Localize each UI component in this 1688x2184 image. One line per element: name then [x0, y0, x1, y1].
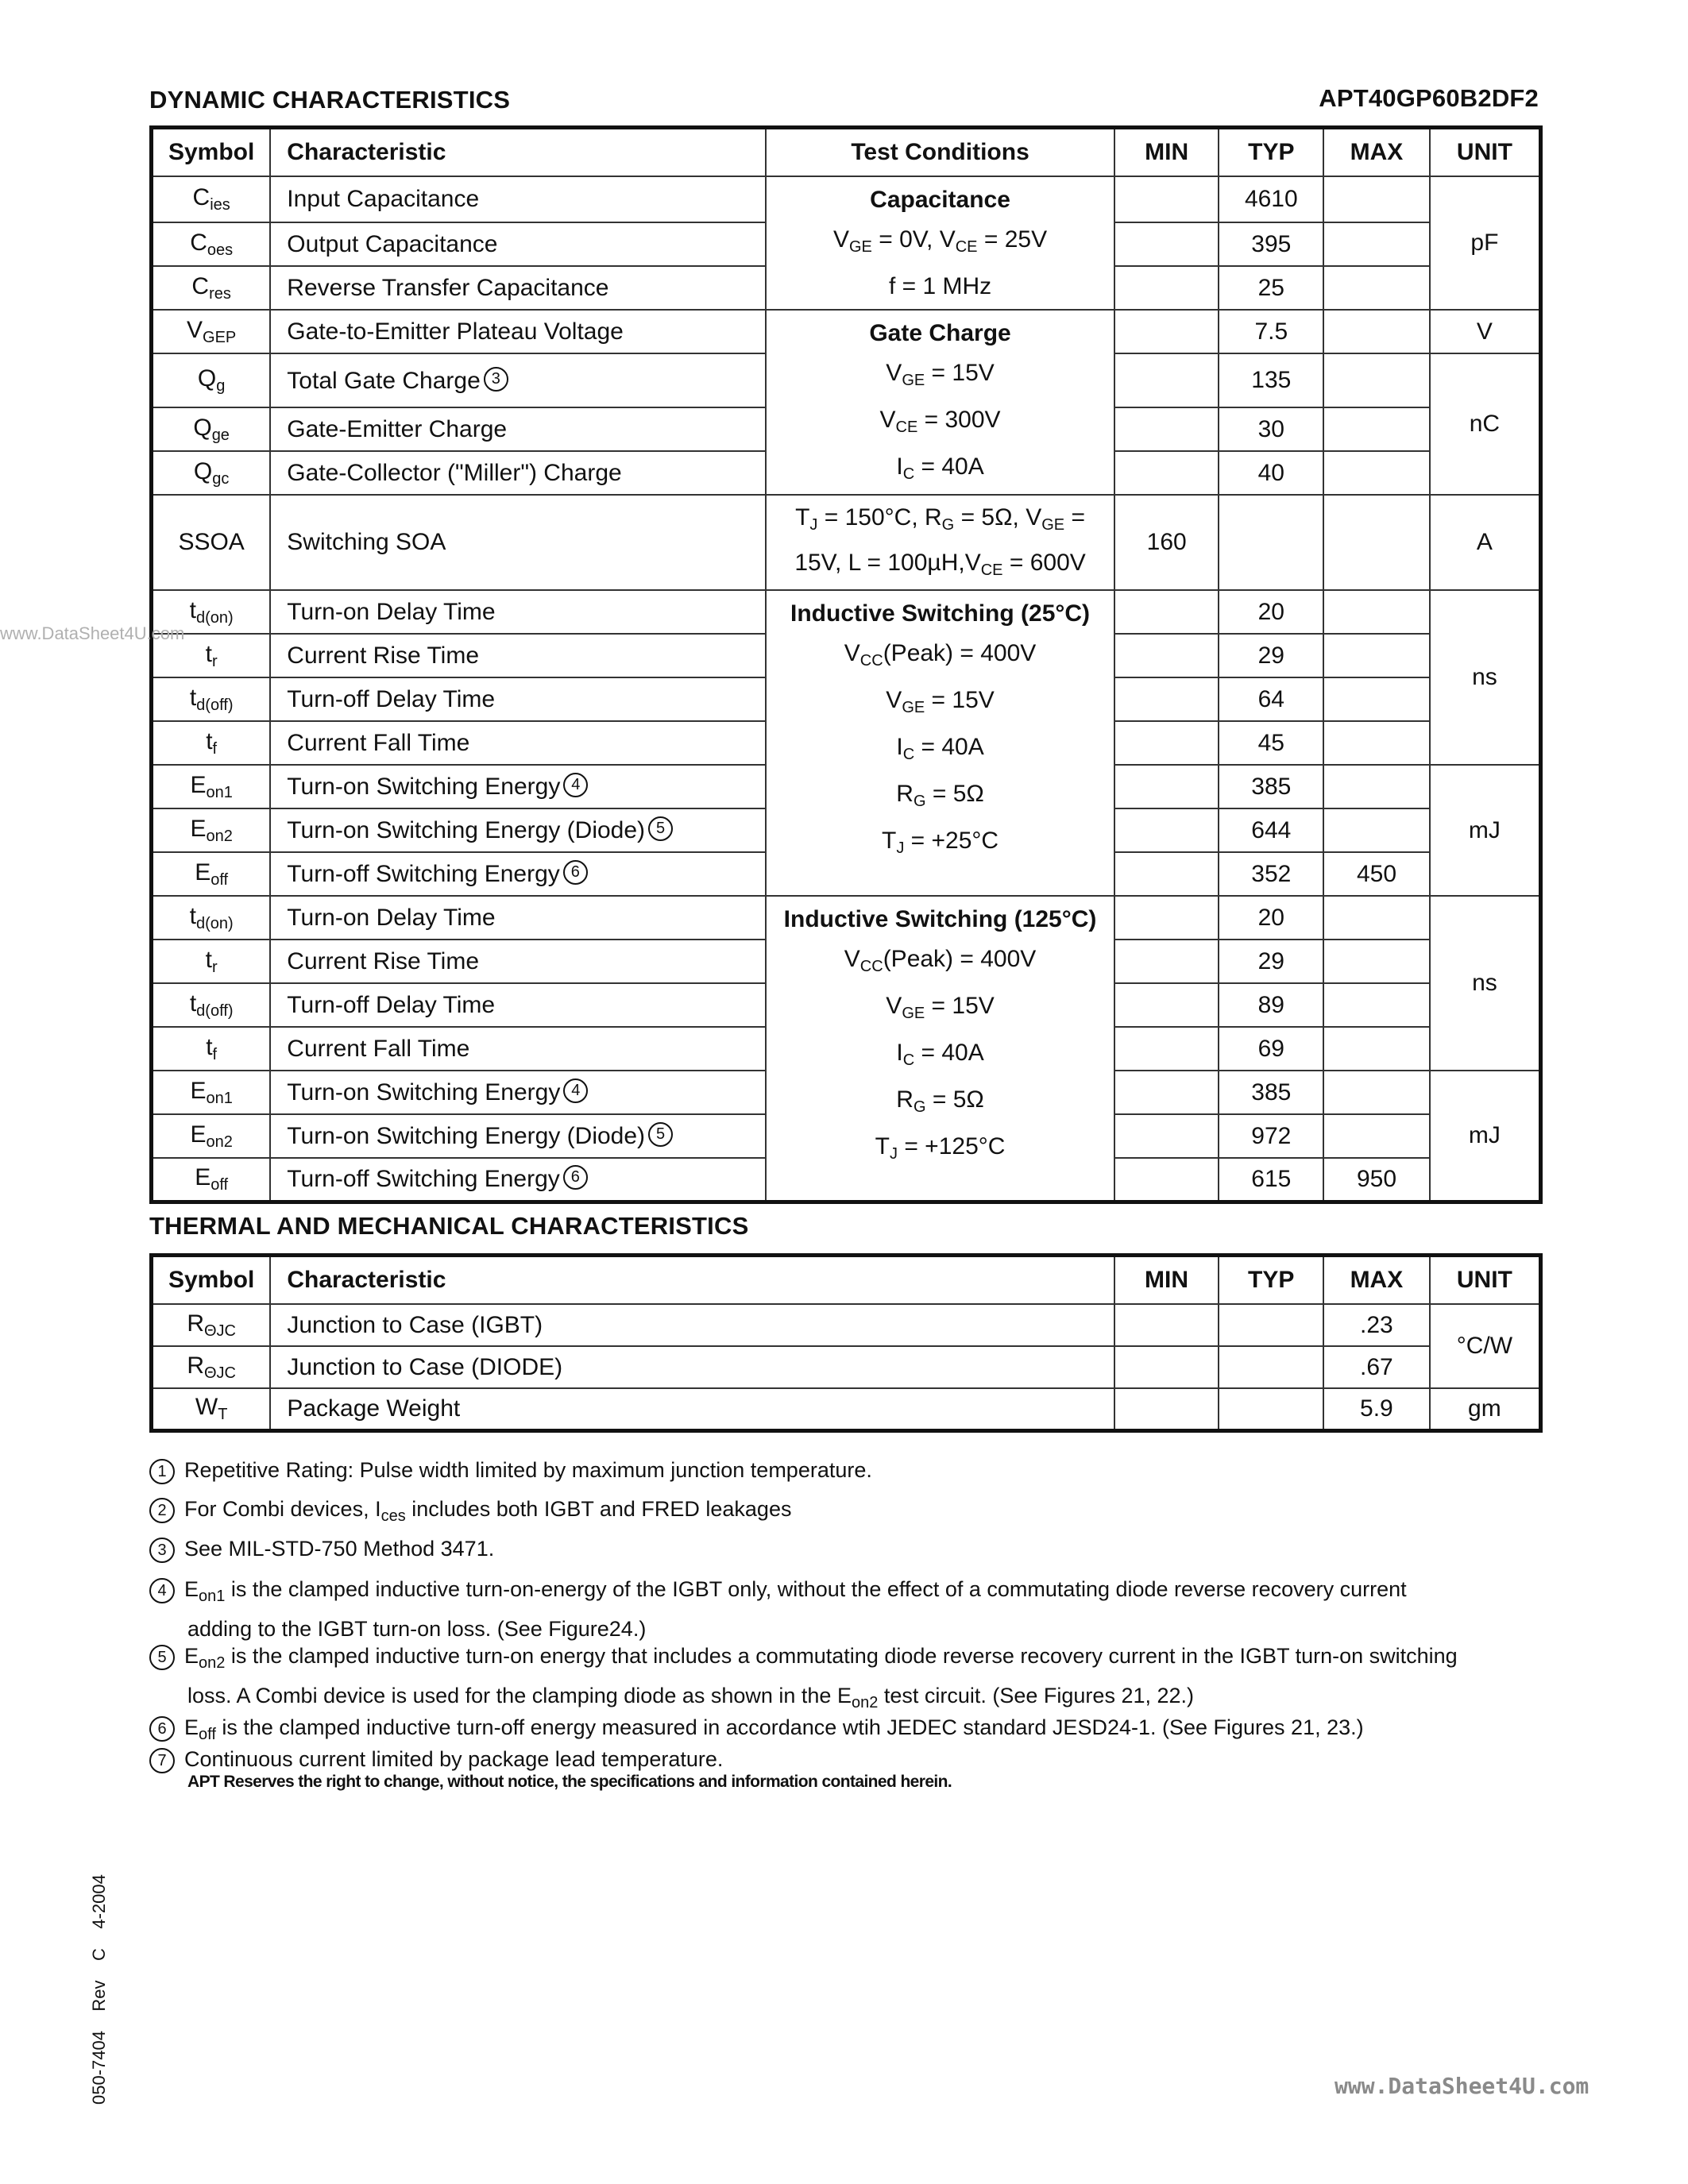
symbol-cell: $Q_g$ — [152, 353, 271, 407]
thermal-table — [149, 1253, 1543, 1433]
cond-capacitance-header: Capacitance — [870, 187, 1010, 213]
footnote-3: 3 See MIL-STD-750 Method 3471. — [149, 1533, 1547, 1565]
max-value — [1323, 451, 1430, 495]
footnote-ref-icon: 5 — [648, 1122, 673, 1147]
characteristic-cell: Turn-off Switching Energy 6 — [270, 852, 766, 896]
characteristic-cell: Output Capacitance — [270, 222, 766, 266]
footnote-2: 2 For Combi devices, $I_{ces}$ includes both IGBT and FRED leakages — [149, 1493, 1547, 1533]
characteristic-cell: Turn-off Switching Energy 6 — [270, 1158, 766, 1202]
max-value: 5.9 — [1323, 1388, 1430, 1430]
max-value — [1323, 896, 1430, 940]
characteristic-cell: Turn-on Switching Energy (Diode) 5 — [270, 1114, 766, 1158]
header-unit: UNIT — [1430, 1256, 1541, 1305]
symbol-cell: $R_{\Theta JC}$ — [152, 1346, 271, 1388]
table-header-row — [152, 1256, 1541, 1305]
unit-cell: nC — [1430, 353, 1541, 495]
min-value — [1114, 1304, 1219, 1346]
unit-cell: pF — [1430, 176, 1541, 310]
footnote-7: 7 Continuous current limited by package lead temperature. — [149, 1743, 1547, 1776]
unit-cell: ns — [1430, 896, 1541, 1071]
max-value — [1323, 808, 1430, 852]
max-value — [1323, 266, 1430, 310]
cond-line: $T_J = +25^\circ C$ — [882, 828, 999, 857]
characteristic-cell: Current Rise Time — [270, 940, 766, 983]
typ-value: 395 — [1219, 222, 1323, 266]
min-value — [1114, 940, 1219, 983]
test-conditions-cell — [766, 896, 1114, 1202]
table-header-row — [152, 128, 1541, 177]
typ-value: 20 — [1219, 896, 1323, 940]
unit-cell: V — [1430, 310, 1541, 353]
symbol-cell: $V_{GEP}$ — [152, 310, 271, 353]
min-value — [1114, 407, 1219, 451]
table-row — [152, 176, 1541, 222]
typ-value: 64 — [1219, 677, 1323, 721]
min-value: 160 — [1114, 495, 1219, 590]
min-value — [1114, 310, 1219, 353]
min-value — [1114, 896, 1219, 940]
symbol-cell: $Q_{gc}$ — [152, 451, 271, 495]
cond-line: $V_{GE} = 15V$ — [886, 360, 995, 389]
min-value — [1114, 634, 1219, 677]
characteristic-cell: Turn-on Delay Time — [270, 896, 766, 940]
characteristic-cell: Turn-on Delay Time — [270, 590, 766, 634]
table-row — [152, 310, 1541, 353]
symbol-cell: $C_{oes}$ — [152, 222, 271, 266]
cond-line: $I_C = 40A$ — [896, 453, 984, 483]
symbol-cell: $W_T$ — [152, 1388, 271, 1430]
cond-gate-charge-header: Gate Charge — [869, 320, 1011, 346]
characteristic-cell: Turn-on Switching Energy (Diode) 5 — [270, 808, 766, 852]
typ-value: 40 — [1219, 451, 1323, 495]
typ-value: 385 — [1219, 1071, 1323, 1114]
min-value — [1114, 808, 1219, 852]
test-conditions-cell — [766, 495, 1114, 590]
symbol-cell: $t_f$ — [152, 1027, 271, 1071]
symbol-cell: $Q_{ge}$ — [152, 407, 271, 451]
header-max: MAX — [1323, 1256, 1430, 1305]
min-value — [1114, 451, 1219, 495]
min-value — [1114, 721, 1219, 765]
header-max: MAX — [1323, 128, 1430, 177]
test-conditions-cell — [766, 176, 1114, 310]
symbol-cell: $C_{ies}$ — [152, 176, 271, 222]
cond-line: f = 1 MHz — [888, 273, 992, 299]
characteristic-cell: Turn-on Switching Energy 4 — [270, 765, 766, 808]
footnote-ref-icon: 6 — [563, 860, 588, 885]
max-value — [1323, 634, 1430, 677]
cond-line: 15V, $L = 100\mu H,V_{CE} = 600V$ — [794, 550, 1086, 579]
typ-value: 644 — [1219, 808, 1323, 852]
max-value — [1323, 721, 1430, 765]
min-value — [1114, 852, 1219, 896]
min-value — [1114, 1388, 1219, 1430]
max-value — [1323, 176, 1430, 222]
cond-line: $V_{CE} = 300V$ — [879, 407, 1001, 436]
header-min: MIN — [1114, 1256, 1219, 1305]
cond-line: $V_{GE} = 0V$, $V_{CE} = 25V$ — [832, 226, 1048, 256]
table-row — [152, 1304, 1541, 1346]
symbol-cell: $t_{d(off)}$ — [152, 983, 271, 1027]
footnote-5: 5 $E_{on2}$ is the clamped inductive turn-on energy that includes a commutating diode reverse recovery current in the IGBT turn-on switching loss. A Combi device is used for the clamping diode as shown in the $E_{on2}$ test circuit. (See Figures 21, 22.) — [149, 1640, 1547, 1719]
typ-value: 352 — [1219, 852, 1323, 896]
header-min: MIN — [1114, 128, 1219, 177]
characteristic-cell: Junction to Case (IGBT) — [270, 1304, 1114, 1346]
max-value: 950 — [1323, 1158, 1430, 1202]
unit-cell: gm — [1430, 1388, 1541, 1430]
typ-value: 30 — [1219, 407, 1323, 451]
symbol-cell: $E_{on2}$ — [152, 1114, 271, 1158]
watermark-bottom: www.DataSheet4U.com — [1335, 2073, 1590, 2099]
symbol-cell: $E_{off}$ — [152, 852, 271, 896]
max-value — [1323, 407, 1430, 451]
table-row — [152, 590, 1541, 634]
cond-line: $R_G = 5\Omega$ — [896, 1086, 984, 1116]
header-symbol: Symbol — [152, 1256, 271, 1305]
characteristic-cell: Current Rise Time — [270, 634, 766, 677]
max-value — [1323, 222, 1430, 266]
min-value — [1114, 176, 1219, 222]
symbol-cell: $t_r$ — [152, 940, 271, 983]
max-value — [1323, 940, 1430, 983]
symbol-cell: $R_{\Theta JC}$ — [152, 1304, 271, 1346]
footnote-ref-icon: 3 — [484, 367, 508, 392]
max-value: 450 — [1323, 852, 1430, 896]
characteristic-cell: Input Capacitance — [270, 176, 766, 222]
typ-value — [1219, 1304, 1323, 1346]
characteristic-cell: Turn-off Delay Time — [270, 677, 766, 721]
typ-value: 45 — [1219, 721, 1323, 765]
symbol-cell: $C_{res}$ — [152, 266, 271, 310]
characteristic-cell: Reverse Transfer Capacitance — [270, 266, 766, 310]
test-conditions-cell — [766, 590, 1114, 896]
symbol-cell: $t_f$ — [152, 721, 271, 765]
typ-value: 29 — [1219, 940, 1323, 983]
max-value — [1323, 353, 1430, 407]
cond-line: $I_C = 40A$ — [896, 734, 984, 763]
max-value — [1323, 590, 1430, 634]
characteristic-cell: Gate-to-Emitter Plateau Voltage — [270, 310, 766, 353]
cond-line: $V_{CC}(Peak) = 400V$ — [844, 946, 1037, 975]
footnote-ref-icon: 4 — [563, 773, 588, 797]
table-row — [152, 495, 1541, 590]
min-value — [1114, 590, 1219, 634]
max-value — [1323, 1027, 1430, 1071]
typ-value — [1219, 1346, 1323, 1388]
characteristic-cell: Total Gate Charge 3 — [270, 353, 766, 407]
footnote-ref-icon: 5 — [648, 816, 673, 841]
characteristic-cell: Turn-on Switching Energy 4 — [270, 1071, 766, 1114]
document-revision: 050-7404 Rev C 4-2004 — [89, 1874, 109, 2105]
typ-value — [1219, 495, 1323, 590]
max-value — [1323, 310, 1430, 353]
typ-value: 7.5 — [1219, 310, 1323, 353]
unit-cell: °C/W — [1430, 1304, 1541, 1388]
min-value — [1114, 222, 1219, 266]
header-symbol: Symbol — [152, 128, 271, 177]
max-value — [1323, 677, 1430, 721]
characteristic-cell: Current Fall Time — [270, 721, 766, 765]
typ-value: 29 — [1219, 634, 1323, 677]
cond-line: $T_J = +125^\circ C$ — [875, 1133, 1006, 1163]
typ-value: 615 — [1219, 1158, 1323, 1202]
header-characteristic: Characteristic — [270, 1256, 1114, 1305]
table-row — [152, 896, 1541, 940]
cond-inductive-125-header: Inductive Switching (125°C) — [783, 906, 1097, 932]
symbol-cell: $E_{on1}$ — [152, 1071, 271, 1114]
unit-cell: mJ — [1430, 765, 1541, 896]
header-unit: UNIT — [1430, 128, 1541, 177]
max-value: .67 — [1323, 1346, 1430, 1388]
characteristic-cell: Junction to Case (DIODE) — [270, 1346, 1114, 1388]
cond-line: $V_{GE} = 15V$ — [886, 687, 995, 716]
section-title-thermal: THERMAL AND MECHANICAL CHARACTERISTICS — [149, 1212, 749, 1240]
unit-cell: A — [1430, 495, 1541, 590]
characteristic-cell: Turn-off Delay Time — [270, 983, 766, 1027]
symbol-cell: $E_{on2}$ — [152, 808, 271, 852]
min-value — [1114, 1346, 1219, 1388]
footnote-ref-icon: 6 — [563, 1165, 588, 1190]
max-value — [1323, 495, 1430, 590]
symbol-cell: $t_r$ — [152, 634, 271, 677]
characteristic-cell: Package Weight — [270, 1388, 1114, 1430]
dynamic-characteristics-table — [149, 125, 1543, 1204]
cond-line: $R_G = 5\Omega$ — [896, 781, 984, 810]
min-value — [1114, 677, 1219, 721]
table-row — [152, 1346, 1541, 1388]
footnote-ref-icon: 4 — [563, 1078, 588, 1103]
max-value — [1323, 1071, 1430, 1114]
max-value — [1323, 1114, 1430, 1158]
characteristic-cell: Current Fall Time — [270, 1027, 766, 1071]
reserve-notice: APT Reserves the right to change, without notice, the specifications and information contained herein. — [187, 1773, 952, 1791]
cond-line: $T_J = 150^\circ C$, $R_G = 5\Omega$, $V_{GE}$ = — [795, 504, 1085, 534]
min-value — [1114, 765, 1219, 808]
cond-line: $V_{GE} = 15V$ — [886, 993, 995, 1022]
watermark-left: www.DataSheet4U.com — [0, 623, 185, 643]
min-value — [1114, 266, 1219, 310]
header-typ: TYP — [1219, 128, 1323, 177]
symbol-cell: $E_{on1}$ — [152, 765, 271, 808]
header-characteristic: Characteristic — [270, 128, 766, 177]
footnote-6: 6 $E_{off}$ is the clamped inductive turn-off energy measured in accordance wtih JEDEC standard JESD24-1. (See Figures 21, 23.) — [149, 1711, 1547, 1751]
symbol-cell: $t_{d(on)}$ — [152, 896, 271, 940]
max-value: .23 — [1323, 1304, 1430, 1346]
min-value — [1114, 353, 1219, 407]
max-value — [1323, 983, 1430, 1027]
min-value — [1114, 1071, 1219, 1114]
cond-line: $V_{CC}(Peak) = 400V$ — [844, 640, 1037, 669]
min-value — [1114, 983, 1219, 1027]
typ-value: 20 — [1219, 590, 1323, 634]
section-title-dynamic: DYNAMIC CHARACTERISTICS — [149, 86, 511, 114]
part-number: APT40GP60B2DF2 — [1319, 84, 1539, 112]
max-value — [1323, 765, 1430, 808]
symbol-cell: $E_{off}$ — [152, 1158, 271, 1202]
min-value — [1114, 1158, 1219, 1202]
test-conditions-cell — [766, 310, 1114, 495]
typ-value — [1219, 1388, 1323, 1430]
characteristic-cell: Gate-Collector ("Miller") Charge — [270, 451, 766, 495]
unit-cell: ns — [1430, 590, 1541, 765]
typ-value: 4610 — [1219, 176, 1323, 222]
characteristic-cell: Switching SOA — [270, 495, 766, 590]
footnote-1: 1 Repetitive Rating: Pulse width limited by maximum junction temperature. — [149, 1454, 1547, 1487]
typ-value: 385 — [1219, 765, 1323, 808]
typ-value: 972 — [1219, 1114, 1323, 1158]
header-typ: TYP — [1219, 1256, 1323, 1305]
symbol-cell: $t_{d(on)}$ — [152, 590, 271, 634]
cond-line: $I_C = 40A$ — [896, 1040, 984, 1069]
unit-cell: mJ — [1430, 1071, 1541, 1202]
header-test-conditions: Test Conditions — [766, 128, 1114, 177]
typ-value: 89 — [1219, 983, 1323, 1027]
typ-value: 135 — [1219, 353, 1323, 407]
footnote-4: 4 $E_{on1}$ is the clamped inductive turn-on-energy of the IGBT only, without the effect of a commutating diode reverse recovery current adding to the IGBT turn-on loss. (See Figure24.) — [149, 1573, 1547, 1646]
symbol-cell: SSOA — [152, 495, 271, 590]
typ-value: 69 — [1219, 1027, 1323, 1071]
min-value — [1114, 1114, 1219, 1158]
table-row — [152, 1388, 1541, 1430]
cond-inductive-25-header: Inductive Switching (25°C) — [790, 600, 1091, 627]
min-value — [1114, 1027, 1219, 1071]
symbol-cell: $t_{d(off)}$ — [152, 677, 271, 721]
characteristic-cell: Gate-Emitter Charge — [270, 407, 766, 451]
typ-value: 25 — [1219, 266, 1323, 310]
